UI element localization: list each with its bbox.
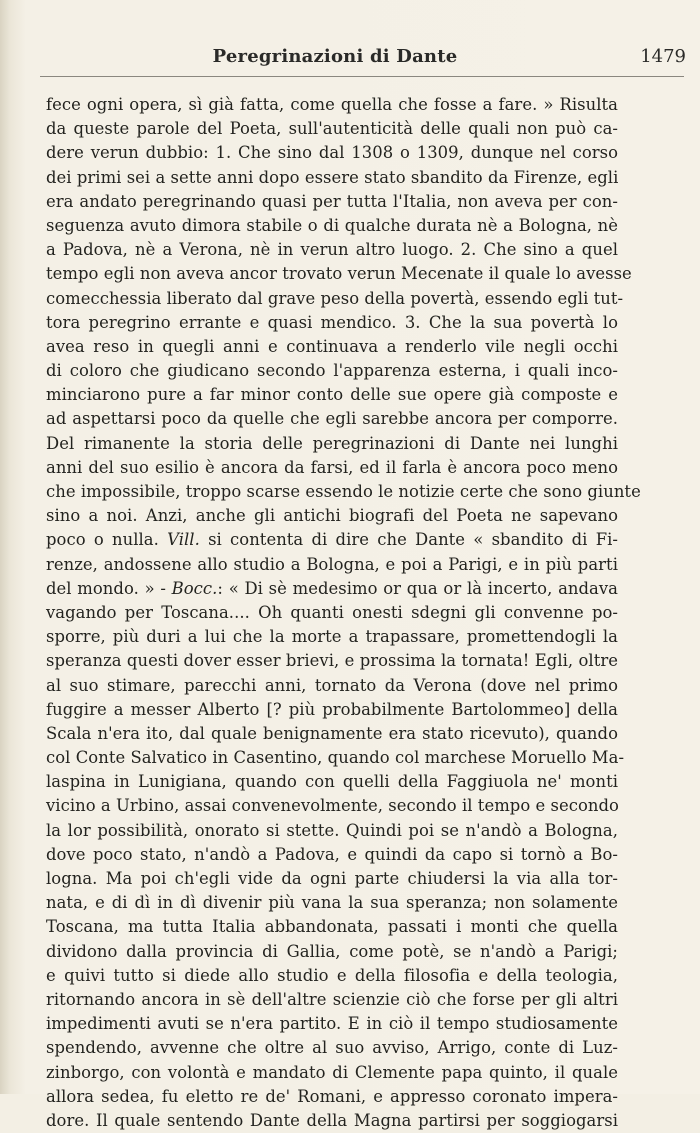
- italic-abbreviation: Vill.: [167, 530, 200, 550]
- text-line: col Conte Salvatico in Casentino, quando col marchese Moruello Ma-: [46, 748, 625, 768]
- text-line: di coloro che giudicano secondo l'apparenza esterna, i quali inco-: [46, 361, 618, 381]
- text-line: avea reso in quegli anni e continuava a renderlo vile negli occhi: [46, 336, 618, 356]
- text-line: dove poco stato, n'andò a Padova, e quindi da capo si tornò a Bo-: [46, 844, 618, 864]
- text-line: sporre, più duri a lui che la morte a trapassare, promettendogli la: [46, 627, 618, 647]
- text-line: ad aspettarsi poco da quelle che egli sarebbe ancora per comporre.: [46, 409, 618, 429]
- text-line: nata, e di dì in dì divenir più vana la sua speranza; non solamente: [46, 893, 618, 913]
- text-line: al suo stimare, parecchi anni, tornato da Verona (dove nel primo: [46, 675, 618, 695]
- text-line: ritornando ancora in sè dell'altre scienzie ciò che forse per gli altri: [46, 989, 618, 1009]
- text-line: spendendo, avvenne che oltre al suo avviso, Arrigo, conte di Luz-: [46, 1038, 618, 1058]
- text-line: allora sedea, fu eletto re de' Romani, e appresso coronato impera-: [46, 1086, 618, 1106]
- text-line: tempo egli non aveva ancor trovato verun Mecenate il quale lo avesse: [46, 264, 632, 284]
- text-line: dore. Il quale sentendo Dante della Magna partirsi per soggiogarsi: [46, 1110, 618, 1130]
- text-line: fece ogni opera, sì già fatta, come quella che fosse a fare. » Risulta: [46, 95, 618, 114]
- page-number: 1479: [640, 46, 686, 67]
- text-line: renze, andossene allo studio a Bologna, e poi a Parigi, e in più parti: [46, 554, 618, 574]
- text-line: anni del suo esilio è ancora da farsi, ed il farla è ancora poco meno: [46, 457, 618, 477]
- text-line: zinborgo, con volontà e mandato di Clemente papa quinto, il quale: [46, 1062, 618, 1082]
- text-line: era andato peregrinando quasi per tutta l'Italia, non aveva per con-: [46, 191, 618, 211]
- text-line: a Padova, nè a Verona, nè in verun altro luogo. 2. Che sino a quel: [46, 240, 618, 260]
- text-line: comecchessia liberato dal grave peso della povertà, essendo egli tut-: [46, 288, 624, 308]
- text-line: seguenza avuto dimora stabile o di qualche durata nè a Bologna, nè: [46, 215, 618, 235]
- page-header: [40, 44, 686, 74]
- body-text: [46, 93, 641, 1133]
- text-line: vagando per Toscana.... Oh quanti onesti sdegni gli convenne po-: [46, 602, 618, 622]
- text-line: sino a noi. Anzi, anche gli antichi biografi del Poeta ne sapevano: [46, 506, 618, 526]
- text-line: dere verun dubbio: 1. Che sino dal 1308 o 1309, dunque nel corso: [46, 143, 618, 163]
- text-line: speranza questi dover esser brievi, e prossima la tornata! Egli, oltre: [46, 651, 618, 671]
- text-line: fuggire a messer Alberto [? più probabilmente Bartolommeo] della: [46, 699, 618, 719]
- text-line: laspina in Lunigiana, quando con quelli della Faggiuola ne' monti: [46, 772, 618, 792]
- text-line: vicino a Urbino, assai convenevolmente, secondo il tempo e secondo: [46, 796, 619, 816]
- text-line: impedimenti avuti se n'era partito. E in ciò il tempo studiosamente: [46, 1014, 618, 1034]
- text-line: da queste parole del Poeta, sull'autenticità delle quali non può ca-: [46, 119, 618, 139]
- text-line: del mondo. » - Bocc.: « Di sè medesimo or qua or là incerto, andava: [46, 578, 618, 598]
- text-line: logna. Ma poi ch'egli vide da ogni parte chiudersi la via alla tor-: [46, 869, 618, 888]
- text-line: minciarono pure a far minor conto delle sue opere già composte e: [46, 385, 618, 405]
- text-line: dividono dalla provincia di Gallia, come potè, se n'andò a Parigi;: [46, 941, 618, 961]
- italic-abbreviation: Bocc.: [171, 578, 218, 598]
- text-line: dei primi sei a sette anni dopo essere stato sbandito da Firenze, egli: [46, 167, 619, 187]
- text-line: che impossibile, troppo scarse essendo le notizie certe che sono giunte: [46, 482, 641, 501]
- running-title: Peregrinazioni di Dante: [212, 46, 458, 67]
- text-line: la lor possibilità, onorato si stette. Quindi poi se n'andò a Bologna,: [46, 820, 618, 840]
- text-line: poco o nulla. Vill. si contenta di dire che Dante « sbandito di Fi-: [46, 530, 618, 550]
- text-line: e quivi tutto si diede allo studio e della filosofia e della teologia,: [46, 965, 618, 985]
- text-line: Del rimanente la storia delle peregrinazioni di Dante nei lunghi: [46, 433, 618, 453]
- text-line: Toscana, ma tutta Italia abbandonata, passati i monti che quella: [46, 917, 618, 937]
- text-line: Scala n'era ito, dal quale benignamente era stato ricevuto), quando: [46, 723, 618, 743]
- text-line: tora peregrino errante e quasi mendico. 3. Che la sua povertà lo: [46, 312, 618, 332]
- header-rule: [40, 76, 684, 77]
